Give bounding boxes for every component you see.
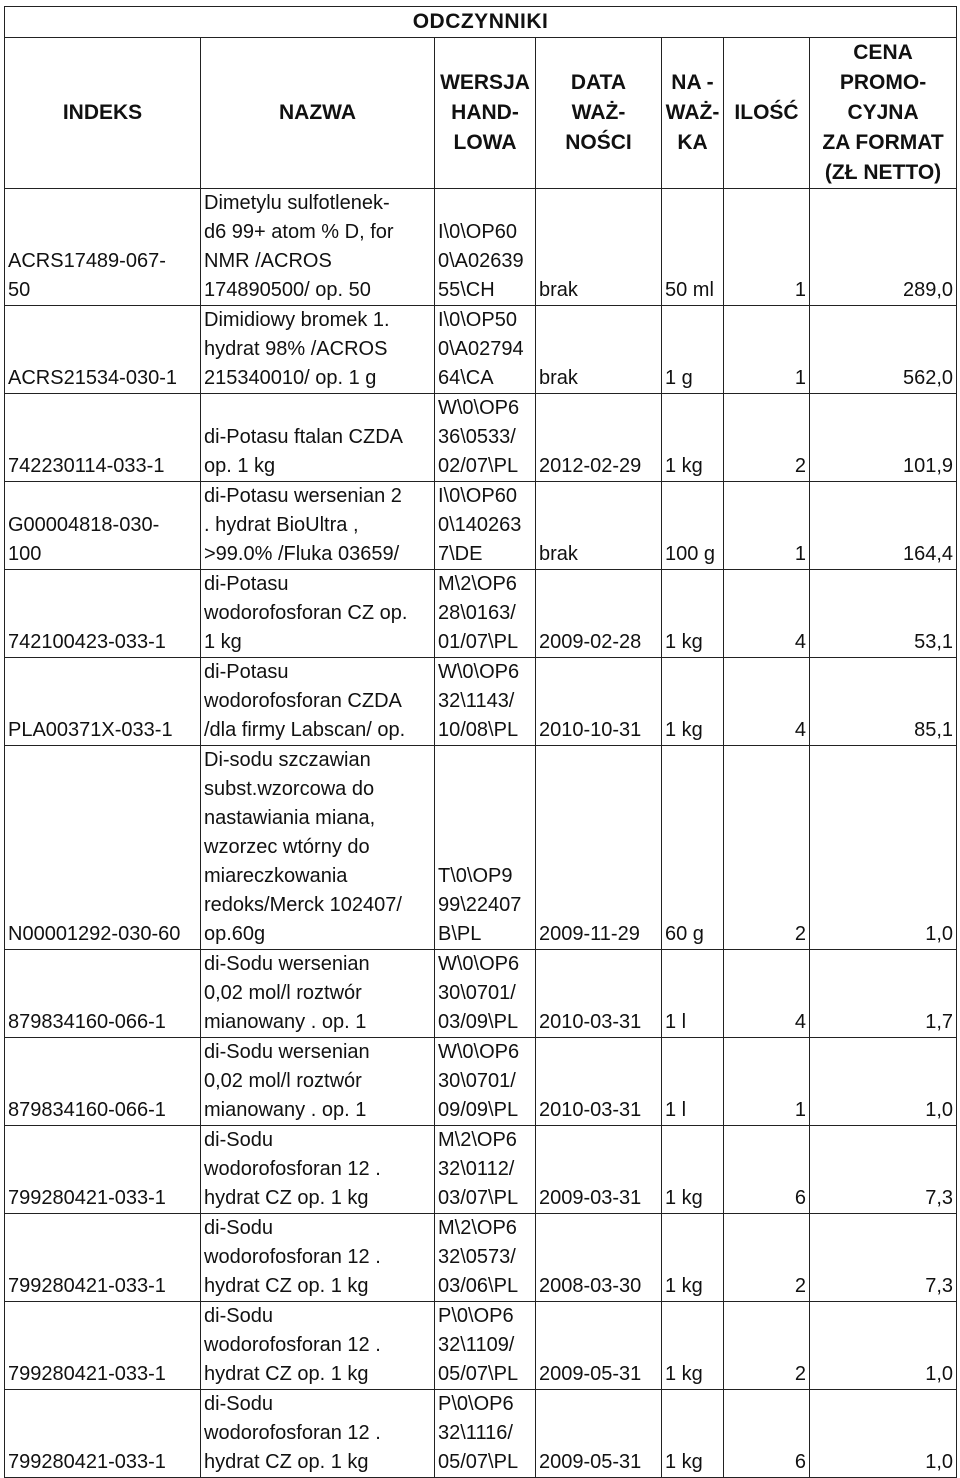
cell-version-line: 03/09\PL bbox=[438, 1011, 519, 1033]
cell-name-line: hydrat CZ op. 1 kg bbox=[204, 1363, 369, 1385]
table-row bbox=[5, 950, 957, 1038]
cell-version-line: I\0\OP50 bbox=[438, 309, 517, 331]
cell-name bbox=[201, 1126, 435, 1214]
table-row bbox=[5, 658, 957, 746]
cell-name bbox=[201, 482, 435, 570]
cell-index bbox=[5, 306, 201, 394]
header-version-line: HAND- bbox=[451, 101, 519, 124]
cell-name-line: NMR /ACROS bbox=[204, 250, 332, 272]
cell-qty: 1 bbox=[724, 482, 810, 570]
cell-version-line: W\0\OP6 bbox=[438, 661, 520, 683]
cell-version-line: 03/06\PL bbox=[438, 1275, 519, 1297]
header-price bbox=[810, 38, 957, 189]
header-version-line: LOWA bbox=[453, 131, 517, 154]
header-index bbox=[5, 38, 201, 189]
header-row bbox=[5, 38, 957, 189]
cell-price: 164,4 bbox=[810, 482, 957, 570]
cell-price: 562,0 bbox=[810, 306, 957, 394]
header-weight-line: NA - bbox=[671, 71, 714, 94]
cell-name-line: mianowany . op. 1 bbox=[204, 1011, 367, 1033]
cell-price: 7,3 bbox=[810, 1126, 957, 1214]
cell-index-line: 100 bbox=[8, 543, 42, 565]
cell-version-line: 02/07\PL bbox=[438, 455, 519, 477]
cell-index bbox=[5, 950, 201, 1038]
cell-name bbox=[201, 658, 435, 746]
cell-weight: 1 l bbox=[662, 1038, 724, 1126]
title-row bbox=[5, 7, 957, 38]
cell-name-line: wzorzec wtórny do bbox=[204, 836, 370, 858]
header-weight bbox=[662, 38, 724, 189]
cell-name-line: di-Potasu ftalan CZDA bbox=[204, 426, 403, 448]
cell-index bbox=[5, 1390, 201, 1478]
cell-name-line: di-Potasu bbox=[204, 661, 289, 683]
cell-version bbox=[435, 189, 536, 306]
header-price-line: ZA FORMAT bbox=[822, 131, 944, 154]
cell-price: 1,0 bbox=[810, 1302, 957, 1390]
cell-version bbox=[435, 746, 536, 950]
header-version-line: WERSJA bbox=[440, 71, 530, 94]
cell-qty: 1 bbox=[724, 189, 810, 306]
cell-index bbox=[5, 658, 201, 746]
cell-version bbox=[435, 306, 536, 394]
cell-name-line: wodorofosforan 12 . bbox=[204, 1334, 381, 1356]
cell-version-line: 55\CH bbox=[438, 279, 495, 301]
cell-name-line: d6 99+ atom % D, for bbox=[204, 221, 394, 243]
cell-qty: 4 bbox=[724, 658, 810, 746]
table-row bbox=[5, 746, 957, 950]
cell-name-line: /dla firmy Labscan/ op. bbox=[204, 719, 406, 741]
cell-name-line: di-Sodu wersenian bbox=[204, 953, 370, 975]
header-qty-line: ILOŚĆ bbox=[734, 101, 799, 124]
header-weight-line: KA bbox=[677, 131, 708, 154]
cell-version-line: 0\A02639 bbox=[438, 250, 524, 272]
cell-price: 1,0 bbox=[810, 1390, 957, 1478]
cell-version bbox=[435, 482, 536, 570]
cell-index-line: G00004818-030- bbox=[8, 514, 160, 536]
cell-name-line: wodorofosforan 12 . bbox=[204, 1158, 381, 1180]
cell-version bbox=[435, 658, 536, 746]
cell-name-line: 215340010/ op. 1 g bbox=[204, 367, 377, 389]
cell-weight: 100 g bbox=[662, 482, 724, 570]
header-date bbox=[536, 38, 662, 189]
cell-weight: 1 kg bbox=[662, 658, 724, 746]
cell-weight: 1 l bbox=[662, 950, 724, 1038]
cell-version bbox=[435, 950, 536, 1038]
cell-name-line: 0,02 mol/l roztwór bbox=[204, 1070, 362, 1092]
cell-name-line: di-Potasu bbox=[204, 573, 289, 595]
cell-index-line: PLA00371X-033-1 bbox=[8, 719, 173, 741]
cell-index bbox=[5, 394, 201, 482]
header-weight-line: WAŻ- bbox=[665, 101, 720, 124]
table-row bbox=[5, 394, 957, 482]
table-row bbox=[5, 482, 957, 570]
cell-version bbox=[435, 570, 536, 658]
cell-name bbox=[201, 570, 435, 658]
cell-qty: 1 bbox=[724, 306, 810, 394]
cell-price: 7,3 bbox=[810, 1214, 957, 1302]
cell-version-line: W\0\OP6 bbox=[438, 953, 520, 975]
cell-version-line: W\0\OP6 bbox=[438, 1041, 520, 1063]
cell-name-line: hydrat 98% /ACROS bbox=[204, 338, 388, 360]
cell-price: 101,9 bbox=[810, 394, 957, 482]
cell-name-line: hydrat CZ op. 1 kg bbox=[204, 1187, 369, 1209]
cell-name-line: 0,02 mol/l roztwór bbox=[204, 982, 362, 1004]
cell-index-line: 799280421-033-1 bbox=[8, 1187, 166, 1209]
table-row bbox=[5, 1038, 957, 1126]
header-qty bbox=[724, 38, 810, 189]
cell-name-line: hydrat CZ op. 1 kg bbox=[204, 1275, 369, 1297]
cell-name-line: wodorofosforan 12 . bbox=[204, 1422, 381, 1444]
cell-index-line: ACRS21534-030-1 bbox=[8, 367, 177, 389]
cell-name bbox=[201, 394, 435, 482]
cell-name-line: wodorofosforan CZDA bbox=[204, 690, 402, 712]
cell-version-line: I\0\OP60 bbox=[438, 485, 517, 507]
cell-version-line: 03/07\PL bbox=[438, 1187, 519, 1209]
table-title: ODCZYNNIKI bbox=[5, 7, 957, 38]
cell-name-line: di-Sodu bbox=[204, 1305, 273, 1327]
cell-version-line: M\2\OP6 bbox=[438, 1217, 517, 1239]
table-row bbox=[5, 189, 957, 306]
cell-date: 2010-03-31 bbox=[536, 950, 662, 1038]
cell-name-line: mianowany . op. 1 bbox=[204, 1099, 367, 1121]
cell-version-line: 36\0533/ bbox=[438, 426, 516, 448]
cell-weight: 1 kg bbox=[662, 570, 724, 658]
cell-qty: 2 bbox=[724, 1302, 810, 1390]
cell-index-line: 879834160-066-1 bbox=[8, 1011, 166, 1033]
cell-name bbox=[201, 189, 435, 306]
cell-version bbox=[435, 1214, 536, 1302]
cell-date: 2008-03-30 bbox=[536, 1214, 662, 1302]
cell-date: brak bbox=[536, 482, 662, 570]
cell-name-line: wodorofosforan CZ op. bbox=[204, 602, 408, 624]
table-row bbox=[5, 306, 957, 394]
header-date-line: DATA bbox=[570, 71, 627, 94]
cell-version-line: I\0\OP60 bbox=[438, 221, 517, 243]
cell-index bbox=[5, 746, 201, 950]
cell-name-line: 1 kg bbox=[204, 631, 242, 653]
cell-version-line: 0\A02794 bbox=[438, 338, 524, 360]
cell-version-line: W\0\OP6 bbox=[438, 397, 520, 419]
cell-name bbox=[201, 306, 435, 394]
cell-version-line: B\PL bbox=[438, 923, 482, 945]
cell-qty: 4 bbox=[724, 570, 810, 658]
cell-version-line: T\0\OP9 bbox=[438, 865, 513, 887]
cell-version-line: 99\22407 bbox=[438, 894, 522, 916]
cell-weight: 1 kg bbox=[662, 1302, 724, 1390]
cell-index bbox=[5, 189, 201, 306]
cell-version-line: M\2\OP6 bbox=[438, 573, 517, 595]
cell-name bbox=[201, 1302, 435, 1390]
cell-version-line: 32\1109/ bbox=[438, 1334, 515, 1356]
cell-version-line: 32\0573/ bbox=[438, 1246, 516, 1268]
cell-version bbox=[435, 1038, 536, 1126]
cell-name-line: Dimidiowy bromek 1. bbox=[204, 309, 390, 331]
cell-date: 2012-02-29 bbox=[536, 394, 662, 482]
cell-qty: 1 bbox=[724, 1038, 810, 1126]
cell-name-line: redoks/Merck 102407/ bbox=[204, 894, 402, 916]
cell-name bbox=[201, 1390, 435, 1478]
cell-index bbox=[5, 570, 201, 658]
cell-name bbox=[201, 1038, 435, 1126]
header-name-line: NAZWA bbox=[279, 101, 356, 124]
header-version bbox=[435, 38, 536, 189]
header-price-line: CYJNA bbox=[847, 101, 919, 124]
cell-name-line: Di-sodu szczawian bbox=[204, 749, 371, 771]
cell-version-line: 64\CA bbox=[438, 367, 494, 389]
cell-version-line: 32\0112/ bbox=[438, 1158, 515, 1180]
cell-version-line: 05/07\PL bbox=[438, 1363, 519, 1385]
table-row bbox=[5, 570, 957, 658]
cell-name-line: >99.0% /Fluka 03659/ bbox=[204, 543, 400, 565]
cell-qty: 2 bbox=[724, 1214, 810, 1302]
cell-date: 2009-03-31 bbox=[536, 1126, 662, 1214]
table-row bbox=[5, 1390, 957, 1478]
cell-date: 2009-02-28 bbox=[536, 570, 662, 658]
cell-qty: 2 bbox=[724, 746, 810, 950]
cell-price: 1,0 bbox=[810, 1038, 957, 1126]
cell-version bbox=[435, 1302, 536, 1390]
cell-index-line: N00001292-030-60 bbox=[8, 923, 181, 945]
cell-index-line: 799280421-033-1 bbox=[8, 1363, 166, 1385]
cell-version-line: 10/08\PL bbox=[438, 719, 519, 741]
table-body bbox=[5, 189, 957, 1478]
cell-weight: 1 kg bbox=[662, 394, 724, 482]
cell-version-line: 05/07\PL bbox=[438, 1451, 519, 1473]
cell-price: 85,1 bbox=[810, 658, 957, 746]
cell-version-line: 30\0701/ bbox=[438, 1070, 516, 1092]
header-name bbox=[201, 38, 435, 189]
cell-date: 2009-11-29 bbox=[536, 746, 662, 950]
cell-name bbox=[201, 950, 435, 1038]
header-price-line: CENA bbox=[853, 41, 913, 64]
cell-version-line: 32\1116/ bbox=[438, 1422, 513, 1444]
cell-index bbox=[5, 1038, 201, 1126]
cell-weight: 1 kg bbox=[662, 1390, 724, 1478]
cell-weight: 1 kg bbox=[662, 1214, 724, 1302]
cell-name-line: wodorofosforan 12 . bbox=[204, 1246, 381, 1268]
cell-index-line: 742230114-033-1 bbox=[8, 455, 165, 477]
cell-version bbox=[435, 394, 536, 482]
header-date-line: WAŻ- bbox=[571, 101, 626, 124]
table-row bbox=[5, 1214, 957, 1302]
cell-weight: 60 g bbox=[662, 746, 724, 950]
cell-version bbox=[435, 1390, 536, 1478]
cell-version-line: 32\1143/ bbox=[438, 690, 515, 712]
cell-version-line: 09/09\PL bbox=[438, 1099, 519, 1121]
cell-name-line: op.60g bbox=[204, 923, 266, 945]
cell-date: 2010-03-31 bbox=[536, 1038, 662, 1126]
cell-name-line: op. 1 kg bbox=[204, 455, 276, 477]
cell-index bbox=[5, 1214, 201, 1302]
cell-name-line: . hydrat BioUltra , bbox=[204, 514, 359, 536]
cell-name-line: hydrat CZ op. 1 kg bbox=[204, 1451, 369, 1473]
cell-version-line: P\0\OP6 bbox=[438, 1305, 514, 1327]
cell-version-line: 7\DE bbox=[438, 543, 483, 565]
cell-name-line: 174890500/ op. 50 bbox=[204, 279, 371, 301]
cell-index-line: 799280421-033-1 bbox=[8, 1451, 166, 1473]
cell-index-line: 799280421-033-1 bbox=[8, 1275, 166, 1297]
cell-price: 289,0 bbox=[810, 189, 957, 306]
cell-weight: 50 ml bbox=[662, 189, 724, 306]
cell-name-line: subst.wzorcowa do bbox=[204, 778, 375, 800]
cell-version-line: P\0\OP6 bbox=[438, 1393, 514, 1415]
cell-name-line: nastawiania miana, bbox=[204, 807, 376, 829]
cell-name-line: di-Sodu bbox=[204, 1217, 273, 1239]
cell-name bbox=[201, 1214, 435, 1302]
cell-version-line: 30\0701/ bbox=[438, 982, 516, 1004]
cell-index bbox=[5, 1126, 201, 1214]
cell-name-line: miareczkowania bbox=[204, 865, 348, 887]
header-index-line: INDEKS bbox=[62, 101, 143, 124]
table-row bbox=[5, 1126, 957, 1214]
cell-qty: 6 bbox=[724, 1126, 810, 1214]
cell-date: brak bbox=[536, 306, 662, 394]
cell-price: 1,0 bbox=[810, 746, 957, 950]
header-price-line: (ZŁ NETTO) bbox=[824, 161, 942, 184]
cell-date: 2010-10-31 bbox=[536, 658, 662, 746]
cell-index bbox=[5, 1302, 201, 1390]
cell-version-line: 01/07\PL bbox=[438, 631, 519, 653]
cell-weight: 1 g bbox=[662, 306, 724, 394]
cell-name-line: di-Potasu wersenian 2 bbox=[204, 485, 402, 507]
cell-date: 2009-05-31 bbox=[536, 1390, 662, 1478]
cell-qty: 6 bbox=[724, 1390, 810, 1478]
reagents-table bbox=[4, 6, 957, 1478]
cell-index bbox=[5, 482, 201, 570]
cell-version-line: 28\0163/ bbox=[438, 602, 516, 624]
cell-qty: 4 bbox=[724, 950, 810, 1038]
cell-name-line: di-Sodu bbox=[204, 1393, 273, 1415]
cell-name-line: di-Sodu bbox=[204, 1129, 273, 1151]
cell-version-line: 0\140263 bbox=[438, 514, 522, 536]
cell-name-line: Dimetylu sulfotlenek- bbox=[204, 192, 390, 214]
cell-date: 2009-05-31 bbox=[536, 1302, 662, 1390]
cell-index-line: 879834160-066-1 bbox=[8, 1099, 166, 1121]
table-row bbox=[5, 1302, 957, 1390]
header-price-line: PROMO- bbox=[839, 71, 927, 94]
cell-index-line: 742100423-033-1 bbox=[8, 631, 166, 653]
cell-date: brak bbox=[536, 189, 662, 306]
cell-price: 53,1 bbox=[810, 570, 957, 658]
cell-index-line: ACRS17489-067- bbox=[8, 250, 166, 272]
cell-version-line: M\2\OP6 bbox=[438, 1129, 517, 1151]
cell-qty: 2 bbox=[724, 394, 810, 482]
cell-index-line: 50 bbox=[8, 279, 31, 301]
cell-name bbox=[201, 746, 435, 950]
cell-name-line: di-Sodu wersenian bbox=[204, 1041, 370, 1063]
cell-version bbox=[435, 1126, 536, 1214]
cell-price: 1,7 bbox=[810, 950, 957, 1038]
header-date-line: NOŚCI bbox=[565, 131, 632, 154]
cell-weight: 1 kg bbox=[662, 1126, 724, 1214]
